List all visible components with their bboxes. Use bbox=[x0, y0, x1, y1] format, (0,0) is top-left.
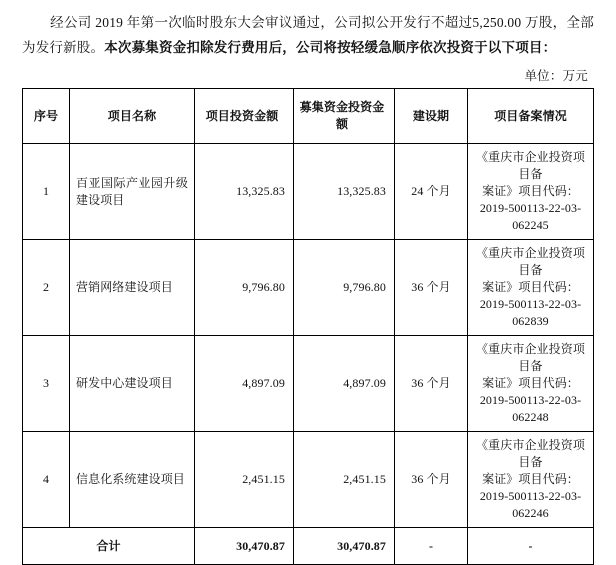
header-raise-amount: 募集资金投资金额 bbox=[294, 89, 395, 144]
cell-record bbox=[468, 144, 594, 240]
header-period: 建设期 bbox=[395, 89, 468, 144]
table-body bbox=[23, 144, 594, 565]
cell-raise-amount: 4,897.09 bbox=[294, 336, 395, 432]
table-row bbox=[23, 144, 594, 240]
intro-paragraph bbox=[22, 10, 594, 60]
header-project-name: 项目名称 bbox=[70, 89, 195, 144]
cell-raise-amount: 13,325.83 bbox=[294, 144, 395, 240]
header-index: 序号 bbox=[23, 89, 70, 144]
unit-note: 单位：万元 bbox=[524, 69, 588, 83]
table-total-row bbox=[23, 528, 594, 565]
cell-raise-amount: 2,451.15 bbox=[294, 432, 395, 528]
investment-projects-table bbox=[22, 88, 594, 565]
cell-record bbox=[468, 336, 594, 432]
record-line-2: 案证》项目代码： bbox=[482, 376, 579, 390]
record-line-1: 《重庆市企业投资项目备 bbox=[476, 342, 585, 373]
cell-period: 24 个月 bbox=[395, 144, 468, 240]
record-line-1: 《重庆市企业投资项目备 bbox=[476, 150, 585, 181]
cell-project-name: 百亚国际产业园升级建设项目 bbox=[70, 144, 195, 240]
record-line-2: 案证》项目代码： bbox=[482, 472, 579, 486]
record-line-3: 2019-500113-22-03-062248 bbox=[479, 393, 582, 424]
record-line-3: 2019-500113-22-03-062246 bbox=[479, 489, 582, 520]
paragraph-text-part2: 本次募集资金扣除发行费用后，公司将按轻缓急顺序依次投资于以下项目： bbox=[104, 40, 557, 55]
table-header-row bbox=[23, 89, 594, 144]
cell-index: 1 bbox=[23, 144, 70, 240]
record-line-3: 2019-500113-22-03-062245 bbox=[479, 201, 582, 232]
total-raise-amount: 30,470.87 bbox=[294, 528, 395, 565]
cell-period: 36 个月 bbox=[395, 240, 468, 336]
table-header bbox=[23, 89, 594, 144]
cell-project-name: 信息化系统建设项目 bbox=[70, 432, 195, 528]
total-period: - bbox=[395, 528, 468, 565]
record-line-2: 案证》项目代码： bbox=[482, 184, 579, 198]
cell-invest-amount: 2,451.15 bbox=[195, 432, 294, 528]
total-label: 合计 bbox=[23, 528, 195, 565]
cell-invest-amount: 9,796.80 bbox=[195, 240, 294, 336]
table-row bbox=[23, 432, 594, 528]
cell-record bbox=[468, 240, 594, 336]
record-line-1: 《重庆市企业投资项目备 bbox=[476, 438, 585, 469]
record-line-1: 《重庆市企业投资项目备 bbox=[476, 246, 585, 277]
cell-period: 36 个月 bbox=[395, 336, 468, 432]
cell-record bbox=[468, 432, 594, 528]
cell-invest-amount: 13,325.83 bbox=[195, 144, 294, 240]
record-line-2: 案证》项目代码： bbox=[482, 280, 579, 294]
table-row bbox=[23, 336, 594, 432]
record-line-3: 2019-500113-22-03-062839 bbox=[479, 297, 582, 328]
cell-project-name: 营销网络建设项目 bbox=[70, 240, 195, 336]
total-invest-amount: 30,470.87 bbox=[195, 528, 294, 565]
cell-index: 2 bbox=[23, 240, 70, 336]
header-invest-amount: 项目投资金额 bbox=[195, 89, 294, 144]
cell-index: 4 bbox=[23, 432, 70, 528]
paragraph-text-part1: 经公司 2019 年第一次临时股东大会审议通过，公司拟公开发行不超过5,250.00 万股，全部为发行新股。 bbox=[22, 15, 594, 55]
cell-raise-amount: 9,796.80 bbox=[294, 240, 395, 336]
header-record: 项目备案情况 bbox=[468, 89, 594, 144]
cell-index: 3 bbox=[23, 336, 70, 432]
total-record: - bbox=[468, 528, 594, 565]
cell-period: 36 个月 bbox=[395, 432, 468, 528]
cell-project-name: 研发中心建设项目 bbox=[70, 336, 195, 432]
table-row bbox=[23, 240, 594, 336]
cell-invest-amount: 4,897.09 bbox=[195, 336, 294, 432]
